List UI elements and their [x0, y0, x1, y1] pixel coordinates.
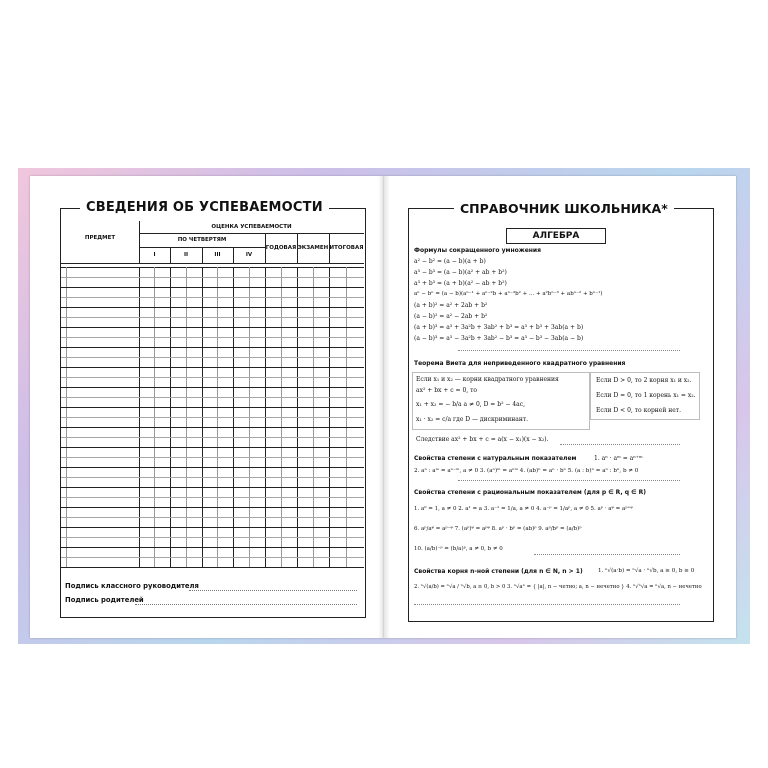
- reference-page: [384, 176, 736, 638]
- formula: 1. ⁿ√(a·b) = ⁿ√a · ⁿ√b, a ≥ 0, b ≥ 0: [598, 568, 695, 574]
- formula: 2. aⁿ : aᵐ = aⁿ⁻ᵐ, a ≠ 0 3. (aⁿ)ᵐ = aⁿᵐ 4. (ab)ⁿ = aⁿ · bⁿ 5. (a : b)ⁿ = aⁿ : bⁿ, b ≠ 0: [414, 468, 639, 474]
- formula: 1. a⁰ = 1, a ≠ 0 2. a¹ = a 3. a⁻¹ = 1/a, a ≠ 0 4. a⁻ᵖ = 1/aᵖ, a ≠ 0 5. aᵖ · aᵠ = aᵖ⁺ᵠ: [414, 506, 633, 512]
- grades-page: [30, 176, 384, 638]
- book-spine-shadow: [378, 176, 390, 638]
- formula: a³ + b³ = (a + b)(a² − ab + b²): [414, 280, 507, 287]
- discriminant-line: Если D < 0, то корней нет.: [596, 407, 682, 414]
- dotted-separator: [458, 480, 680, 481]
- grades-grid: [61, 267, 364, 567]
- quarter-2-header: II: [183, 252, 189, 258]
- vieta-line: x₁ + x₂ = − b/a a ≠ 0, D = b² − 4ac,: [416, 401, 525, 408]
- vieta-line: ax² + bx + c = 0, то: [416, 387, 478, 394]
- natural-power-title: Свойства степени с натуральным показателем: [414, 455, 577, 462]
- dotted-separator: [458, 350, 680, 351]
- abbreviated-multiplication-title: Формулы сокращенного умножения: [414, 247, 541, 254]
- final-header: ИТОГОВАЯ: [329, 245, 364, 251]
- page-title: СВЕДЕНИЯ ОБ УСПЕВАЕМОСТИ: [80, 200, 329, 215]
- root-properties-title: Свойства корня n-ной степени (для n ∈ N, n > 1): [414, 568, 583, 575]
- vieta-line: Если x₁ и x₂ — корни квадратного уравнения: [416, 376, 559, 383]
- quarter-3-header: III: [214, 252, 221, 258]
- parents-signature-line[interactable]: [135, 604, 357, 605]
- formula: 2. ⁿ√(a/b) = ⁿ√a / ⁿ√b, a ≥ 0, b > 0 3. ⁿ√aⁿ = { |a|, n − четно; a, n − нечетно } 4. ⁿ√ⁿ√a = ⁿ√a, n − нечетно: [414, 584, 702, 590]
- vieta-line: x₁ · x₂ = c/a где D — дискриминант.: [416, 416, 529, 423]
- formula: (a − b)² = a² − 2ab + b²: [414, 313, 488, 320]
- formula: (a + b)³ = a³ + 3a²b + 3ab² + b³ = a³ + b³ + 3ab(a + b): [414, 324, 584, 331]
- discriminant-line: Если D = 0, то 1 корень x₁ = x₂.: [596, 392, 696, 399]
- formula: (a + b)² = a² + 2ab + b²: [414, 302, 488, 309]
- teacher-signature-label: Подпись классного руководителя: [65, 582, 199, 590]
- annual-header: ГОДОВАЯ: [265, 245, 297, 251]
- formula: (a − b)³ = a³ − 3a²b + 3ab² − b³ = a³ − b³ − 3ab(a − b): [414, 335, 584, 342]
- reference-title: СПРАВОЧНИК ШКОЛЬНИКА*: [454, 201, 674, 216]
- formula: 1. aⁿ · aᵐ = aⁿ⁺ᵐ: [594, 455, 643, 462]
- dotted-separator: [414, 604, 680, 605]
- quarters-header: ПО ЧЕТВЕРТЯМ: [177, 237, 227, 243]
- vieta-consequence: Следствие ax² + bx + c = a(x − x₁)(x − x₂).: [416, 436, 549, 443]
- exam-header: ЭКЗАМЕН: [297, 245, 329, 251]
- discriminant-line: Если D > 0, то 2 корня x₁ и x₂.: [596, 377, 692, 384]
- rational-power-title: Свойства степени с рациональным показателем (для p ∈ R, q ∈ R): [414, 489, 646, 496]
- dotted-separator: [534, 554, 680, 555]
- parents-signature-label: Подпись родителей: [65, 596, 144, 604]
- vieta-title: Теорема Виета для неприведенного квадратного уравнения: [414, 360, 626, 367]
- quarter-4-header: IV: [245, 252, 253, 258]
- formula: 6. aᵖ/aᵠ = aᵖ⁻ᵠ 7. (aᵖ)ᵠ = aᵖᵠ 8. aᵖ · bᵖ = (ab)ᵖ 9. aᵖ/bᵖ = (a/b)ᵖ: [414, 526, 582, 532]
- quarter-1-header: I: [153, 252, 156, 258]
- grades-table-header: [61, 221, 364, 263]
- formula: 10. (a/b)⁻ᵖ = (b/a)ᵖ, a ≠ 0, b ≠ 0: [414, 546, 503, 552]
- algebra-section-title: АЛГЕБРА: [506, 228, 606, 244]
- teacher-signature-line[interactable]: [189, 590, 357, 591]
- subject-header: ПРЕДМЕТ: [84, 235, 116, 241]
- formula: a³ − b³ = (a − b)(a² + ab + b²): [414, 269, 507, 276]
- formula: a² − b² = (a − b)(a + b): [414, 258, 486, 265]
- dotted-separator: [560, 444, 680, 445]
- formula: aⁿ − bⁿ = (a − b)(aⁿ⁻¹ + aⁿ⁻²b + aⁿ⁻³b² + ... + a²bⁿ⁻³ + abⁿ⁻² + bⁿ⁻¹): [414, 291, 603, 297]
- assessment-header: ОЦЕНКА УСПЕВАЕМОСТИ: [211, 224, 292, 230]
- grades-table: [60, 208, 366, 618]
